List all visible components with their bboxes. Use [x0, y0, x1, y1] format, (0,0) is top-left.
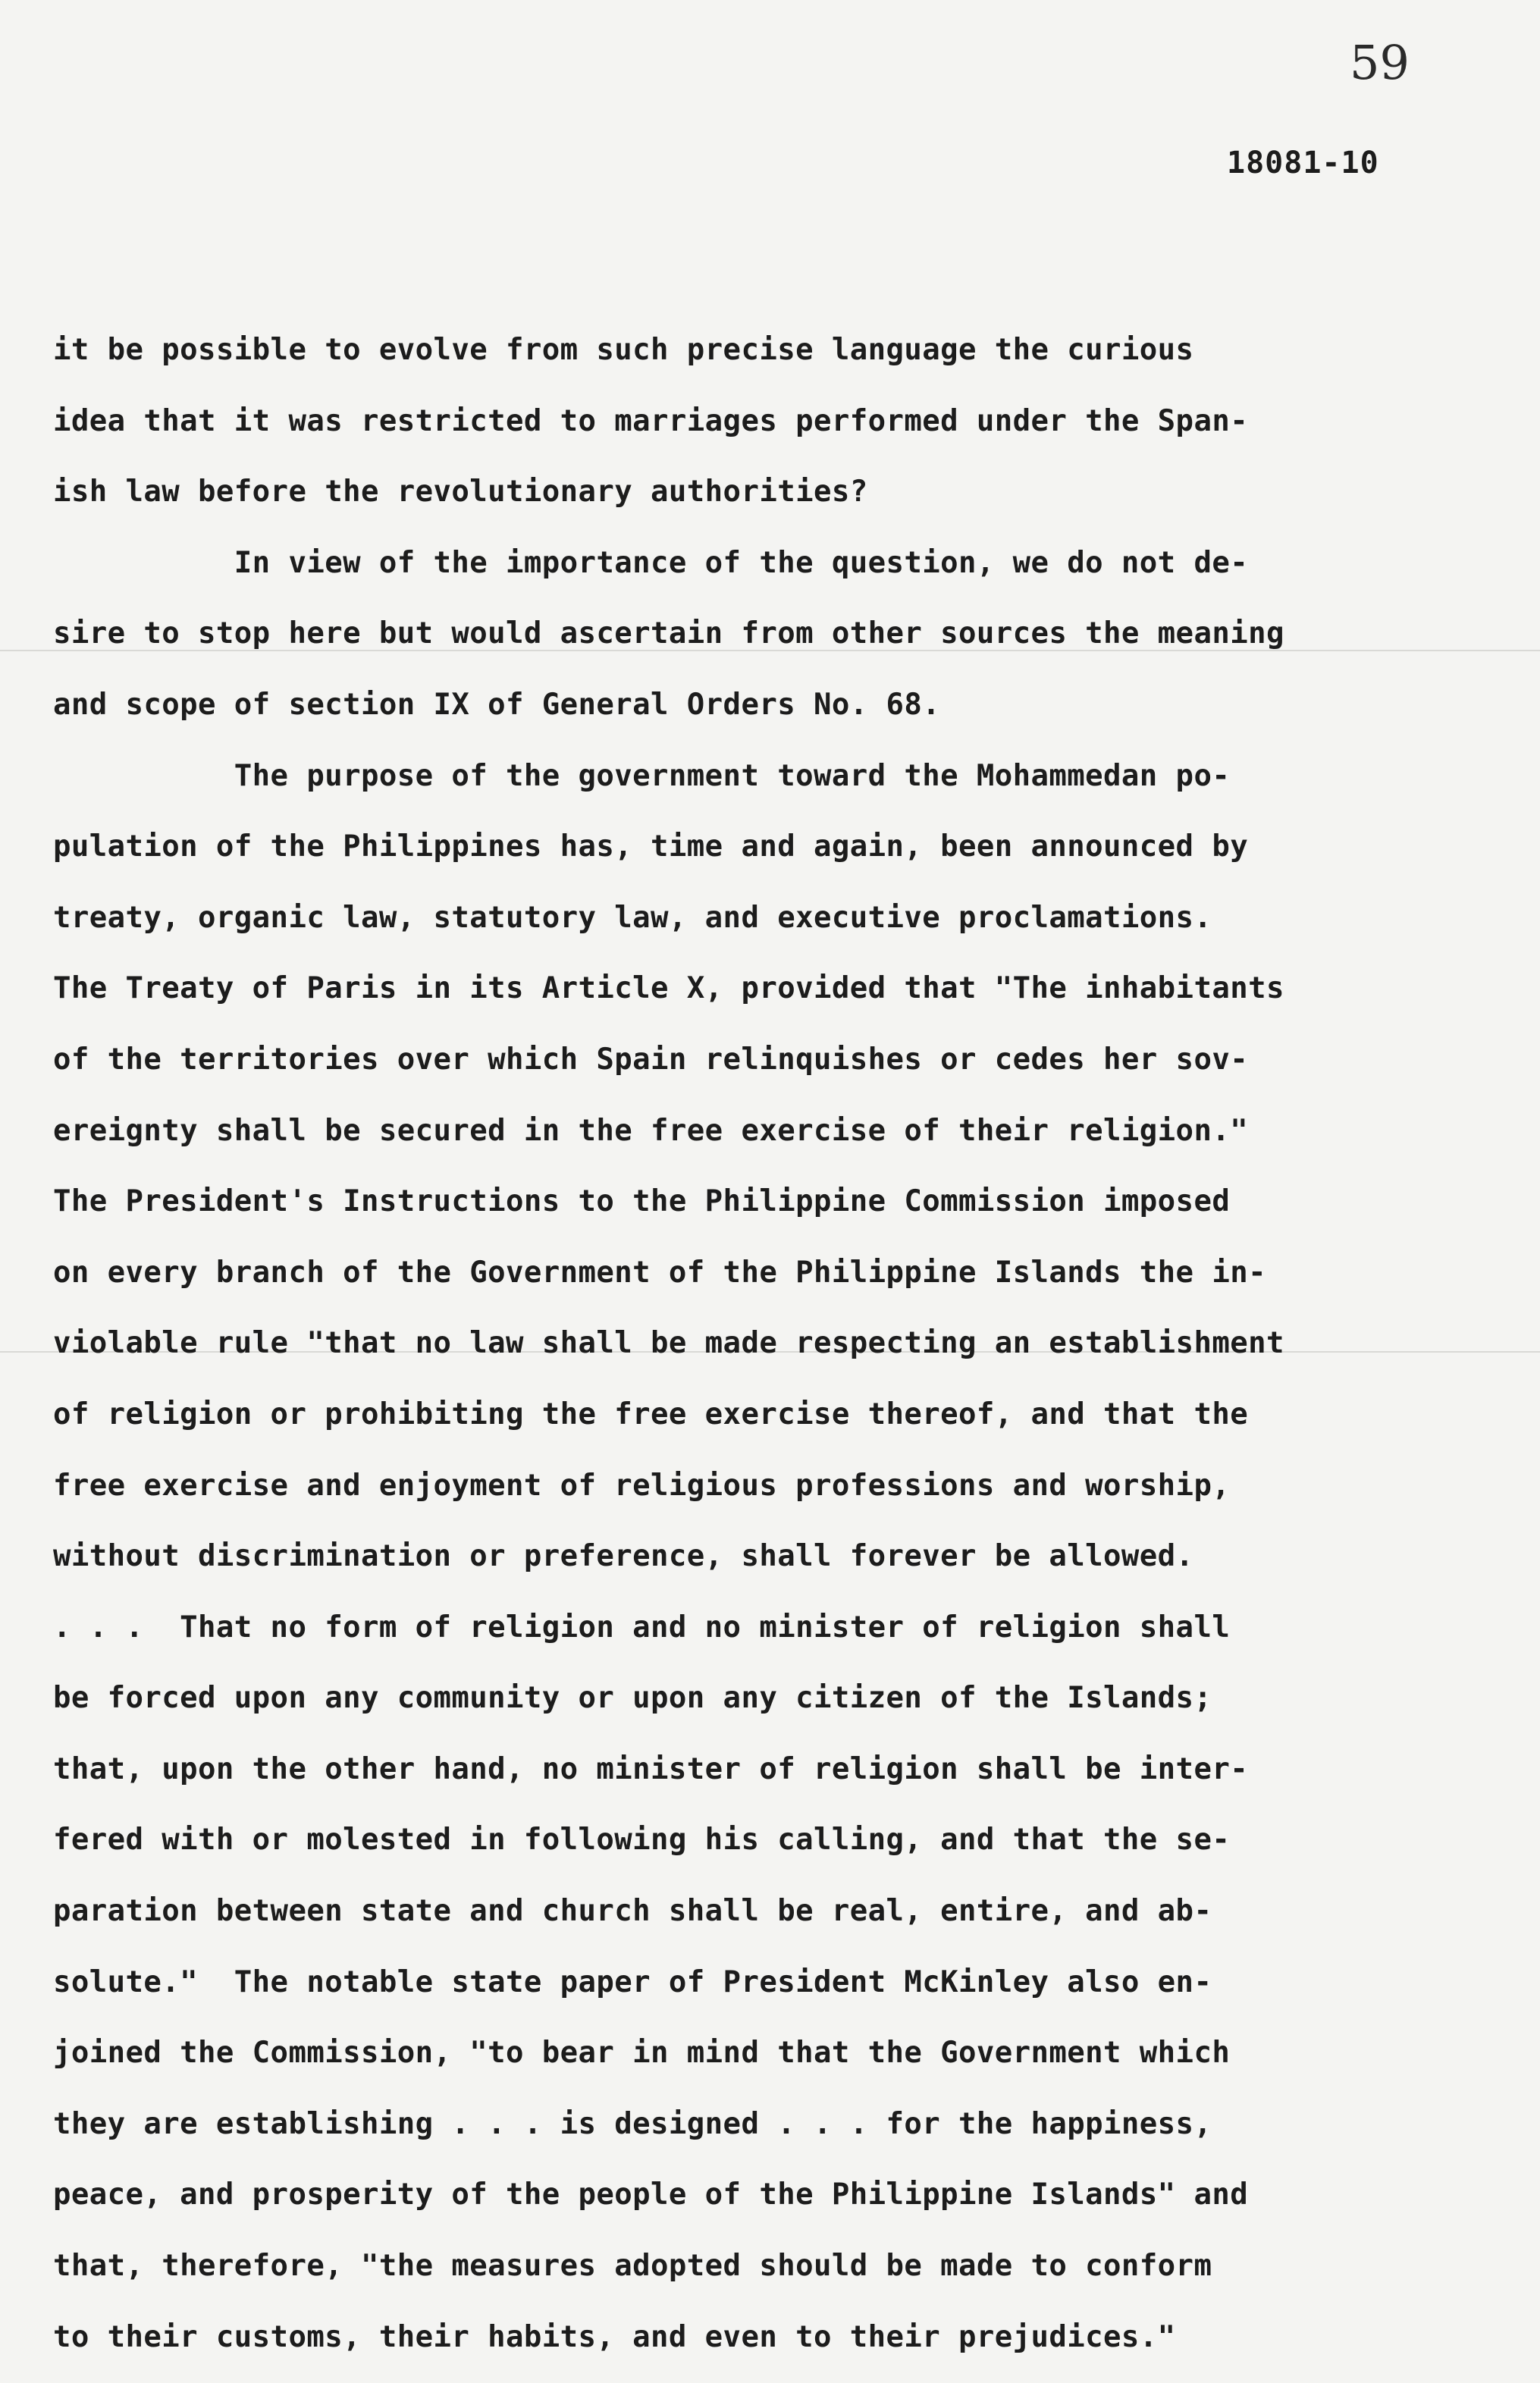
document-body [53, 315, 1494, 2372]
text-line: without discrimination or preference, shall forever be allowed. [53, 1539, 1194, 1574]
text-line: of the territories over which Spain relinquishes or cedes her sov- [53, 1042, 1249, 1077]
text-line: pulation of the Philippines has, time and again, been announced by [53, 829, 1249, 864]
text-line: peace, and prosperity of the people of the Philippine Islands" and [53, 2178, 1249, 2212]
reference-number: 18081-10 [1227, 146, 1379, 180]
text-line: joined the Commission, "to bear in mind that the Government which [53, 2036, 1231, 2071]
text-line: violable rule "that no law shall be made respecting an establishment [53, 1326, 1284, 1361]
text-line: that, upon the other hand, no minister of religion shall be inter- [53, 1751, 1249, 1786]
text-line: idea that it was restricted to marriages performed under the Span- [53, 403, 1249, 438]
text-line: on every branch of the Government of the Philippine Islands the in- [53, 1255, 1266, 1290]
text-line: sire to stop here but would ascertain from other sources the meaning [53, 616, 1284, 651]
text-line: The Treaty of Paris in its Article X, provided that "The inhabitants [53, 971, 1284, 1006]
text-line: In view of the importance of the question, we do not de- [53, 545, 1249, 580]
text-line: to their customs, their habits, and even to their prejudices." [53, 2319, 1176, 2354]
text-line: solute." The notable state paper of President McKinley also en- [53, 1964, 1212, 1999]
text-line: free exercise and enjoyment of religious professions and worship, [53, 1468, 1231, 1503]
text-line: The purpose of the government toward the Mohammedan po- [53, 758, 1231, 793]
text-line: and scope of section IX of General Orders No. 68. [53, 687, 941, 722]
text-line: of religion or prohibiting the free exercise thereof, and that the [53, 1397, 1249, 1431]
text-line: . . . That no form of religion and no minister of religion shall [53, 1610, 1231, 1645]
text-line: they are establishing . . . is designed . . . for the happiness, [53, 2106, 1212, 2141]
text-line: The President's Instructions to the Philippine Commission imposed [53, 1184, 1231, 1219]
text-line: paration between state and church shall be real, entire, and ab- [53, 1894, 1212, 1929]
text-line: be forced upon any community or upon any citizen of the Islands; [53, 1681, 1212, 1716]
text-line: treaty, organic law, statutory law, and executive proclamations. [53, 900, 1212, 935]
text-line: fered with or molested in following his calling, and that the se- [53, 1823, 1231, 1858]
text-line: it be possible to evolve from such precise language the curious [53, 333, 1194, 367]
page-number: 59 [1350, 35, 1410, 90]
text-line: that, therefore, "the measures adopted should be made to conform [53, 2249, 1212, 2284]
text-line: ereignty shall be secured in the free exercise of their religion." [53, 1113, 1249, 1148]
text-line: ish law before the revolutionary authorities? [53, 475, 868, 510]
